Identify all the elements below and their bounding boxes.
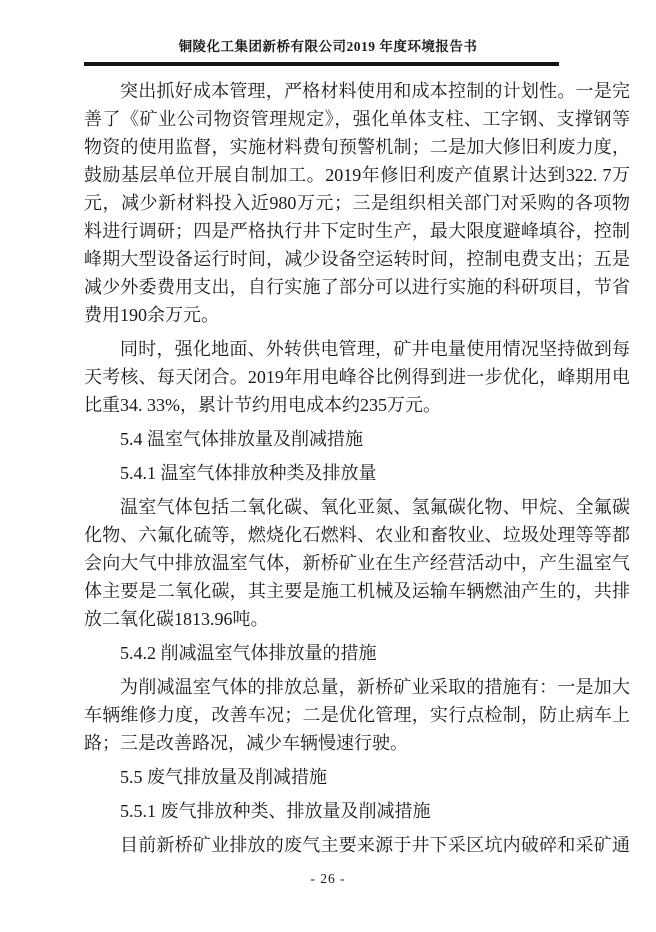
section-heading bbox=[84, 797, 630, 825]
section-heading bbox=[84, 459, 630, 487]
text-line: 体主要是二氧化碳，其主要是施工机械及运输车辆燃油产生的，共排 bbox=[84, 581, 630, 601]
text-line: 5.5 废气排放量及削减措施 bbox=[120, 767, 327, 787]
header-rule bbox=[84, 62, 559, 66]
text-line: 5.4 温室气体排放量及削减措施 bbox=[120, 429, 363, 449]
section-heading bbox=[84, 639, 630, 667]
text-line: 会向大气中排放温室气体，新桥矿业在生产经营活动中，产生温室气 bbox=[84, 553, 630, 573]
paragraph bbox=[84, 335, 630, 419]
text-line: 为削减温室气体的排放总量，新桥矿业采取的措施有：一是加大 bbox=[120, 677, 630, 697]
page-number: - 26 - bbox=[310, 871, 346, 886]
text-line: 放二氧化碳1813.96吨。 bbox=[84, 609, 269, 629]
text-line: 路；三是改善路况，减少车辆慢速行驶。 bbox=[84, 733, 408, 753]
section-heading bbox=[84, 425, 630, 453]
text-line: 料进行调研；四是严格执行井下定时生产，最大限度避峰填谷，控制 bbox=[84, 221, 630, 241]
text-line: 元，减少新材料投入近980万元；三是组织相关部门对采购的各项物 bbox=[84, 193, 630, 213]
text-line: 峰期大型设备运行时间，减少设备空运转时间，控制电费支出；五是 bbox=[84, 249, 630, 269]
paragraph bbox=[84, 493, 630, 633]
text-line: 善了《矿业公司物资管理规定》，强化单体支柱、工字钢、支撑钢等 bbox=[84, 109, 630, 129]
text-line: 鼓励基层单位开展自制加工。2019年修旧利废产值累计达到322. 7万 bbox=[84, 165, 630, 185]
document-body bbox=[84, 77, 630, 859]
text-line: 5.4.1 温室气体排放种类及排放量 bbox=[120, 463, 377, 483]
text-line: 费用190余万元。 bbox=[84, 305, 219, 325]
page-header bbox=[0, 0, 656, 66]
paragraph bbox=[84, 77, 630, 329]
section-heading bbox=[84, 763, 630, 791]
text-line: 减少外委费用支出，自行实施了部分可以进行实施的科研项目，节省 bbox=[84, 277, 630, 297]
paragraph bbox=[84, 831, 630, 859]
text-line: 天考核、每天闭合。2019年用电峰谷比例得到进一步优化，峰期用电 bbox=[84, 367, 630, 387]
text-line: 5.4.2 削减温室气体排放量的措施 bbox=[120, 643, 377, 663]
text-line: 突出抓好成本管理，严格材料使用和成本控制的计划性。一是完 bbox=[120, 81, 630, 101]
text-line: 目前新桥矿业排放的废气主要来源于井下采区坑内破碎和采矿通 bbox=[120, 835, 630, 855]
text-line: 温室气体包括二氧化碳、氧化亚氮、氢氟碳化物、甲烷、全氟碳 bbox=[120, 497, 630, 517]
text-line: 5.5.1 废气排放种类、排放量及削减措施 bbox=[120, 801, 431, 821]
document-title: 铜陵化工集团新桥有限公司2019 年度环境报告书 bbox=[178, 39, 478, 54]
text-line: 同时，强化地面、外转供电管理，矿井电量使用情况坚持做到每 bbox=[120, 339, 630, 359]
text-line: 物资的使用监督，实施材料费旬预警机制；二是加大修旧利废力度， bbox=[84, 137, 630, 157]
paragraph bbox=[84, 673, 630, 757]
text-line: 车辆维修力度，改善车况；二是优化管理，实行点检制，防止病车上 bbox=[84, 705, 630, 725]
text-line: 比重34. 33%，累计节约用电成本约235万元。 bbox=[84, 395, 441, 415]
text-line: 化物、六氟化硫等，燃烧化石燃料、农业和畜牧业、垃圾处理等等都 bbox=[84, 525, 630, 545]
